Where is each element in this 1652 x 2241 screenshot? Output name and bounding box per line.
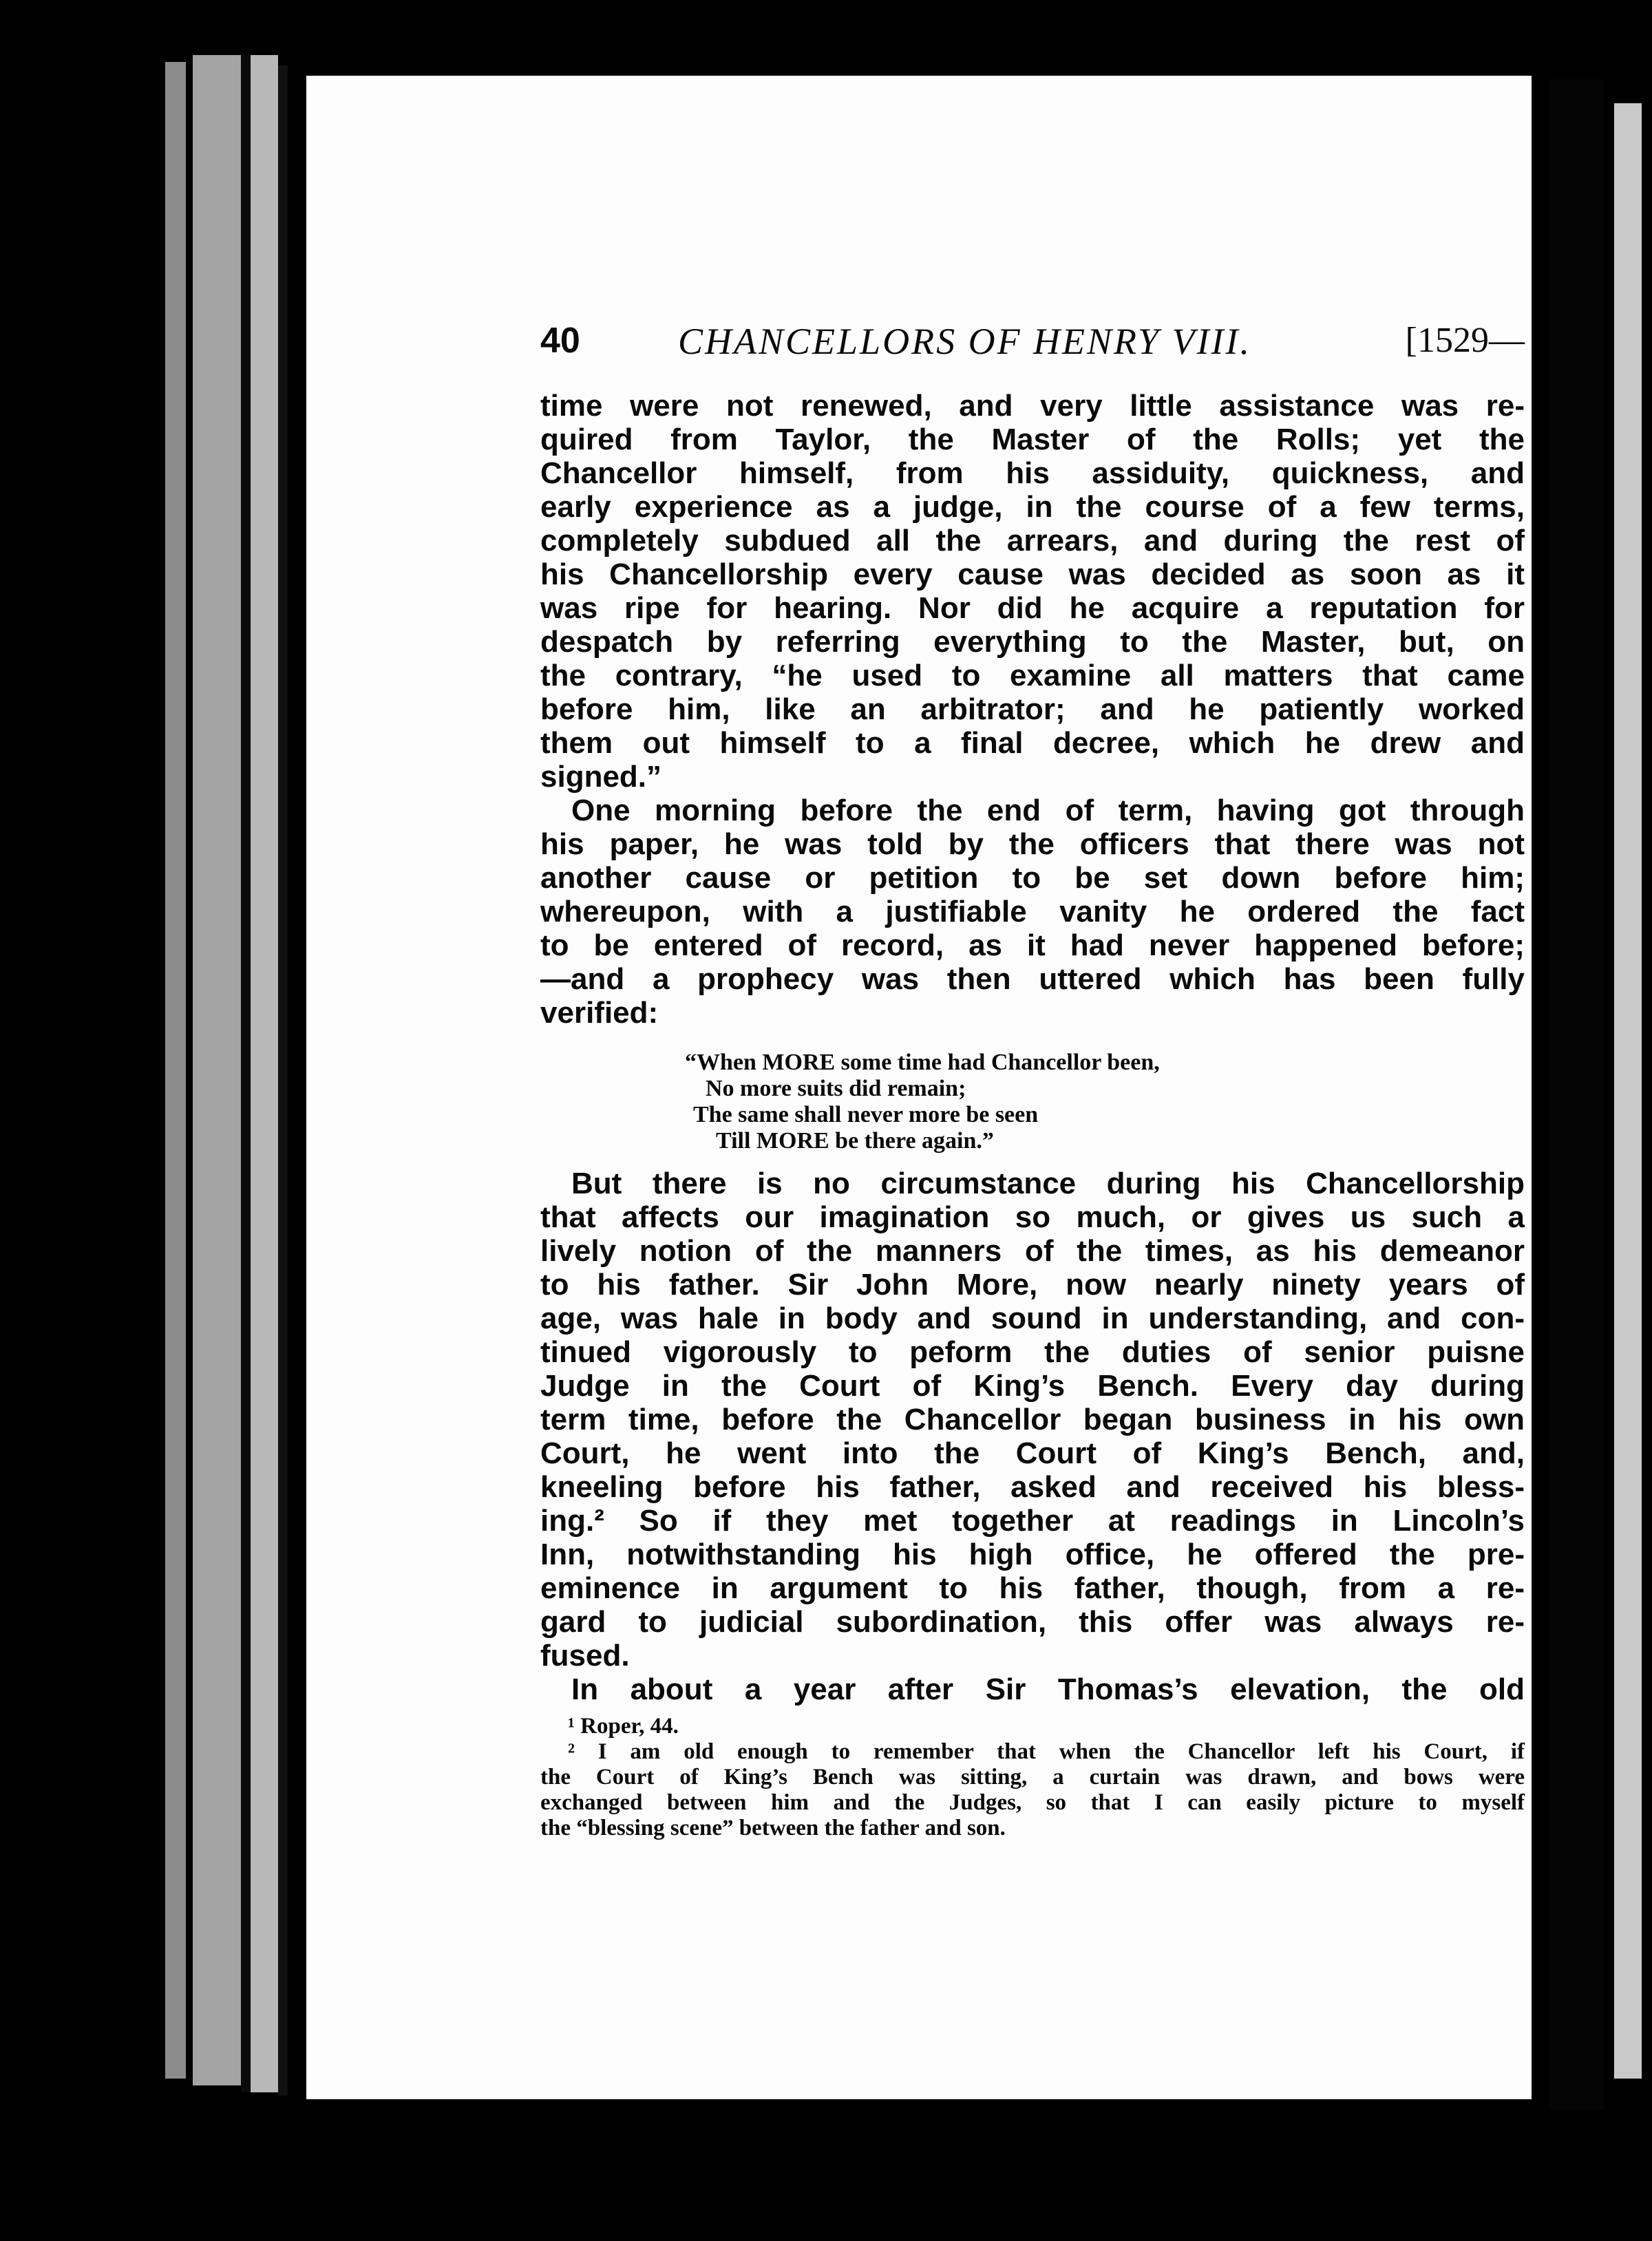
text-line: kneeling before his father, asked and received his bless- <box>540 1470 1525 1504</box>
book-edge-right-page <box>1614 103 1642 2079</box>
text-line: fused. <box>540 1639 630 1672</box>
text-line: the contrary, “he used to examine all matters that came <box>540 659 1525 692</box>
text-line: Court, he went into the Court of King’s Bench, and, <box>540 1436 1525 1470</box>
book-edge-right-shadow <box>1549 79 1604 2110</box>
text-line: signed.” <box>540 760 662 794</box>
text-line: eminence in argument to his father, though, from a re- <box>540 1571 1525 1605</box>
body-text-bottom <box>540 1167 1525 1706</box>
running-head <box>540 320 1525 368</box>
book-edge-gutter <box>278 65 288 2096</box>
poem-line: The same shall never more be seen <box>693 1102 1039 1127</box>
text-line: early experience as a judge, in the course of a few terms, <box>540 490 1525 524</box>
footnotes <box>540 1714 1525 1841</box>
poem-line: Till MORE be there again.” <box>716 1128 994 1154</box>
book-edge-left-outer <box>165 62 186 2079</box>
text-line: term time, before the Chancellor began business in his own <box>540 1403 1525 1436</box>
text-line: But there is no circumstance during his Chancellorship <box>571 1167 1525 1200</box>
text-line: Judge in the Court of King’s Bench. Every day during <box>540 1369 1525 1403</box>
text-line: tinued vigorously to peform the duties of senior puisne <box>540 1335 1525 1369</box>
poem-quotation <box>685 1050 1160 1154</box>
text-line: Chancellor himself, from his assiduity, quickness, and <box>540 456 1525 490</box>
text-line: to his father. Sir John More, now nearly ninety years of <box>540 1268 1525 1302</box>
text-line: gard to judicial subordination, this offer was always re- <box>540 1605 1525 1639</box>
page-number: 40 <box>540 321 580 361</box>
text-line: quired from Taylor, the Master of the Rolls; yet the <box>540 423 1525 456</box>
book-page <box>306 76 1532 2099</box>
text-line: them out himself to a final decree, which he drew and <box>540 726 1525 760</box>
text-line: completely subdued all the arrears, and during the rest of <box>540 524 1525 557</box>
text-line: despatch by referring everything to the Master, but, on <box>540 625 1525 659</box>
book-edge-left-shadow <box>241 55 249 2092</box>
footnote-2-line: the Court of King’s Bench was sitting, a curtain was drawn, and bows were <box>540 1765 1525 1789</box>
text-line: his Chancellorship every cause was decided as soon as it <box>540 557 1525 591</box>
text-line: In about a year after Sir Thomas’s elevation, the old <box>571 1672 1525 1706</box>
text-line: was ripe for hearing. Nor did he acquire a reputation for <box>540 591 1525 625</box>
text-line: ing.² So if they met together at readings in Lincoln’s <box>540 1504 1525 1538</box>
running-head-year: [1529— <box>1405 321 1525 360</box>
footnote-2-line: exchanged between him and the Judges, so that I can easily picture to myself <box>540 1790 1525 1815</box>
text-line: One morning before the end of term, having got through <box>571 794 1525 827</box>
text-line: before him, like an arbitrator; and he patiently worked <box>540 692 1525 726</box>
body-text-top <box>540 389 1525 1030</box>
text-line: to be entered of record, as it had never happened before; <box>540 928 1525 962</box>
footnote-2-line: the “blessing scene” between the father and son. <box>540 1816 1006 1840</box>
text-line: his paper, he was told by the officers that there was not <box>540 827 1525 861</box>
running-head-title: CHANCELLORS OF HENRY VIII. <box>678 321 1252 362</box>
text-line: time were not renewed, and very little assistance was re- <box>540 389 1525 423</box>
text-line: age, was hale in body and sound in understanding, and con- <box>540 1302 1525 1335</box>
poem-line: No more suits did remain; <box>706 1076 966 1101</box>
book-edge-left-inner <box>251 55 278 2092</box>
text-line: another cause or petition to be set down before him; <box>540 861 1525 895</box>
poem-line: “When MORE some time had Chancellor been, <box>685 1050 1160 1075</box>
text-line: that affects our imagination so much, or gives us such a <box>540 1200 1525 1234</box>
text-line: Inn, notwithstanding his high office, he offered the pre- <box>540 1538 1525 1571</box>
text-line: —and a prophecy was then uttered which has been fully <box>540 962 1525 996</box>
text-line: lively notion of the manners of the times, as his demeanor <box>540 1234 1525 1268</box>
text-line: verified: <box>540 996 659 1030</box>
footnote-1: ¹ Roper, 44. <box>568 1714 679 1739</box>
text-line: whereupon, with a justifiable vanity he ordered the fact <box>540 895 1525 928</box>
footnote-2: ² I am old enough to remember that when the Chancellor left his Court, if <box>568 1739 1525 1764</box>
book-edge-left-pages <box>193 55 241 2085</box>
